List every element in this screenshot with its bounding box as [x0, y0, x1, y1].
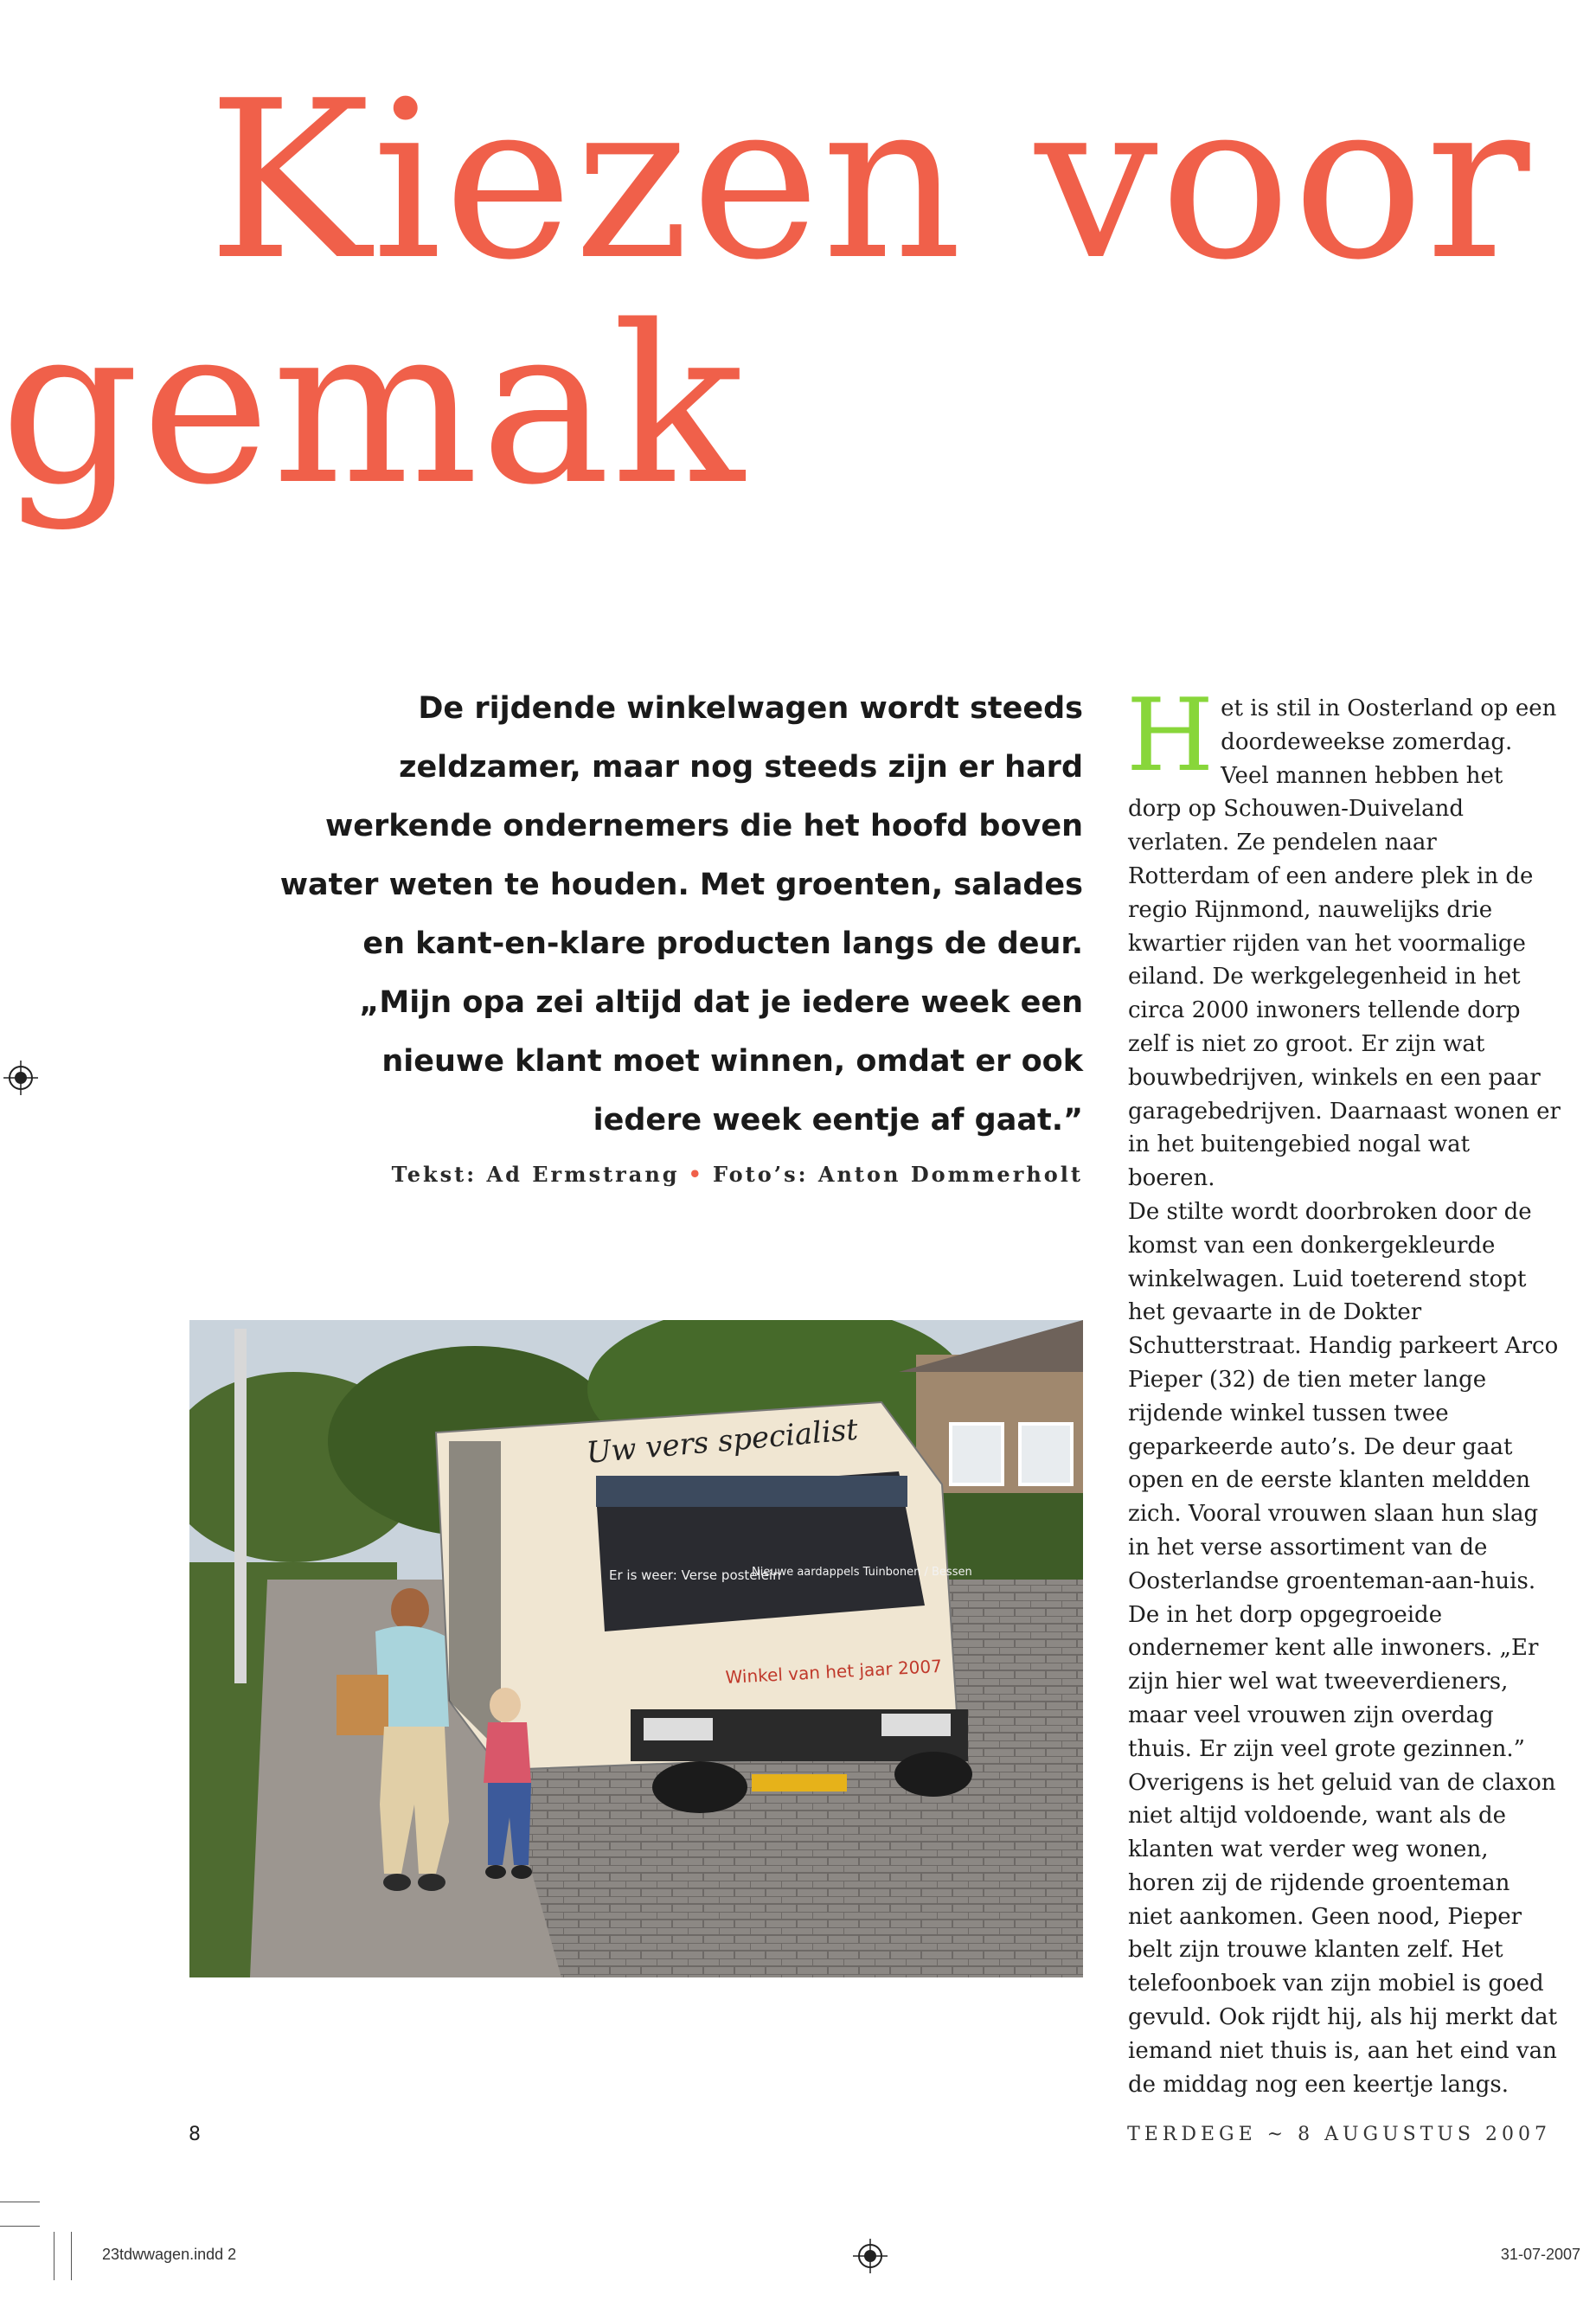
slug-filename: 23tdwwagen.indd 2 [102, 2246, 237, 2263]
drop-cap: H [1126, 677, 1215, 794]
intro-lead: De rijdende winkelwagen wordt steeds zeldzamer, maar nog steeds zijn er hard werkende ondernemers die het hoofd boven water weten te houden. Met groenten, salades en kant-en-klare producten langs de deur. „Mijn opa zei altijd dat je iedere week een nieuwe klant moet winnen, omdat er ook iedere week eentje af gaat.” [279, 691, 1083, 1138]
slug-date: 31-07-2007 [1500, 2246, 1580, 2263]
author-credit: Tekst: Ad Ermstrang [391, 1162, 680, 1187]
crop-mark [0, 2226, 40, 2227]
crop-mark [71, 2232, 72, 2280]
magazine-footer: TERDEGE ~ 8 AUGUSTUS 2007 [1127, 2124, 1551, 2145]
article-photo [189, 1320, 1083, 1977]
headline-line-1: Kiezen voor [208, 54, 1532, 308]
page-number: 8 [189, 2124, 201, 2145]
body-paragraph-1: et is stil in Oosterland op een doordeweekse zomerdag. Veel mannen hebben het dorp op Schouwen-Duiveland verlaten. Ze pendelen naar Rotterdam of een andere plek in de regio Rijnmond, nauwelijks drie kwartier rijden van het voormalige eiland. De werkgelegenheid in het circa 2000 inwoners tellende dorp zelf is niet zo groot. Er zijn wat bouwbedrijven, winkels en een paar garagebedrijven. Daarnaast wonen er in het buitengebied nogal wat boeren. [1128, 695, 1561, 1192]
registration-mark-icon [3, 1061, 38, 1095]
body-paragraph-3: Overigens is het geluid van de claxon niet altijd voldoende, want als de klanten wat verder weg wonen, horen zij de rijdende groenteman niet aankomen. Geen nood, Pieper belt zijn trouwe klanten zelf. Het telefoonboek van zijn mobiel is goed gevuld. Ook rijdt hij, als hij merkt dat iemand niet thuis is, aan het eind van de middag nog een keertje langs. [1128, 1769, 1558, 2098]
body-paragraph-2: De stilte wordt doorbroken door de komst van een donkergekleurde winkelwagen. Luid toeterend stopt het gevaarte in de Dokter Schutterstraat. Handig parkeert Arco Pieper (32) de tien meter lange rijdende winkel tussen twee geparkeerde auto’s. De deur gaat open en de eerste klanten meldden zich. Vooral vrouwen slaan hun slag in het verse assortiment van de Oosterlandse groenteman-aan-huis. De in het dorp opgegroeide ondernemer kent alle inwoners. „Er zijn hier wel wat tweeverdieners, maar veel vrouwen zijn overdag thuis. Er zijn veel grote gezinnen.” [1128, 1198, 1559, 1762]
van-award: Winkel van het jaar 2007 [725, 1655, 943, 1688]
board-left: Er is weer: Verse postelein [609, 1567, 781, 1583]
board-right: Nieuwe aardappels Tuinbonen / Bessen [752, 1566, 972, 1579]
photo-credit: Foto’s: Anton Dommerholt [712, 1162, 1083, 1187]
registration-mark-icon [853, 2239, 888, 2273]
van-slogan: Uw vers specialist [585, 1412, 860, 1471]
headline-line-2: gemak [0, 279, 747, 533]
bullet-icon: • [688, 1162, 704, 1187]
article-body [1126, 677, 1561, 2101]
byline [346, 1162, 1083, 1187]
